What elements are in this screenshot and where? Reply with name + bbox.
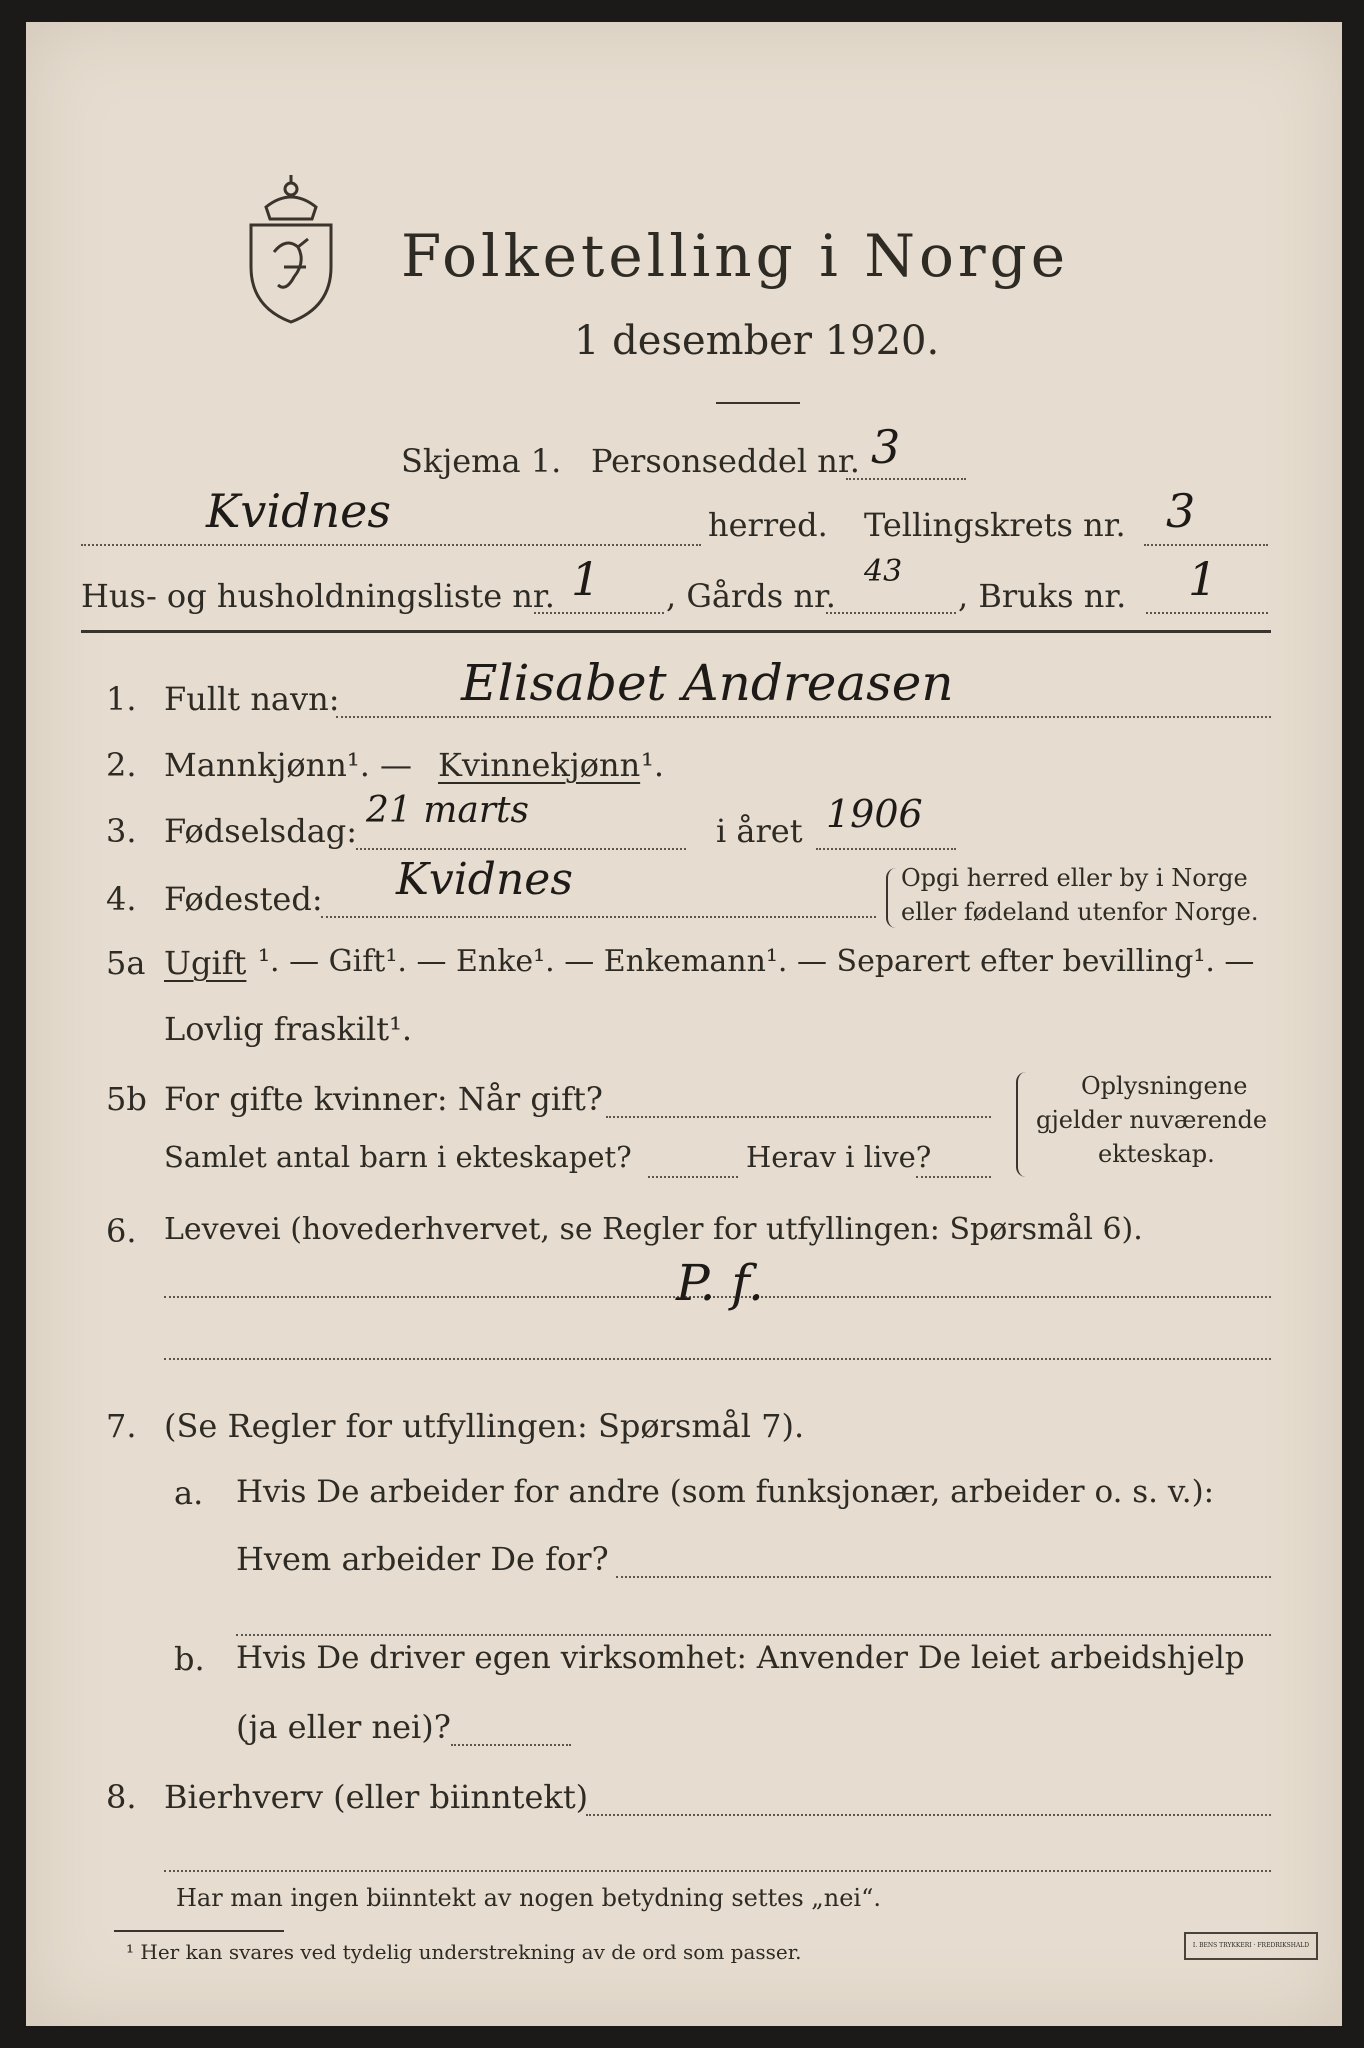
q6-value: P. f. xyxy=(676,1254,764,1312)
form-date: 1 desember 1920. xyxy=(574,318,940,364)
q3-value: 21 marts xyxy=(366,790,530,831)
q2-female-underlined: Kvinnekjønn xyxy=(438,746,641,784)
q5a-number: 5a xyxy=(106,944,146,982)
q7b-field-line xyxy=(451,1744,571,1746)
q5b-note-line3: ekteskap. xyxy=(1098,1140,1215,1168)
hus-field-line xyxy=(534,612,664,614)
q1-field-line xyxy=(336,716,1271,718)
header-rule xyxy=(81,630,1271,633)
q7b-line1: Hvis De driver egen virksomhet: Anvender De leiet arbeidshjelp xyxy=(236,1640,1245,1676)
q7b-letter: b. xyxy=(174,1640,205,1678)
bruks-field-line xyxy=(1146,612,1268,614)
herred-value: Kvidnes xyxy=(206,484,391,538)
q3-year-label: i året xyxy=(716,812,803,850)
gards-label: , Gårds nr. xyxy=(666,577,836,615)
q3-number: 3. xyxy=(106,812,137,850)
q4-label: Fødested: xyxy=(164,880,323,918)
q4-note-line2: eller fødeland utenfor Norge. xyxy=(901,898,1259,926)
personseddel-label: Personseddel nr. xyxy=(591,442,860,480)
q6-number: 6. xyxy=(106,1212,137,1250)
printer-stamp: I. BENS TRYKKERI · FREDRIKSHALD xyxy=(1184,1932,1318,1960)
footnote: ¹ Her kan svares ved tydelig understrekning av de ord som passer. xyxy=(126,1940,802,1964)
hus-label: Hus- og husholdningsliste nr. xyxy=(81,577,555,615)
q5b-married-field-line xyxy=(606,1116,991,1118)
tellingskrets-label: Tellingskrets nr. xyxy=(864,506,1126,544)
q5a-options: ¹. — Gift¹. — Enke¹. — Enkemann¹. — Separert efter bevilling¹. — xyxy=(258,944,1255,979)
q1-label: Fullt navn: xyxy=(164,680,340,718)
q5b-note-line1: Oplysningene xyxy=(1081,1072,1248,1100)
q7b-line2: (ja eller nei)? xyxy=(236,1708,451,1746)
tellingskrets-value: 3 xyxy=(1166,484,1196,538)
q1-number: 1. xyxy=(106,680,137,718)
personseddel-field-line xyxy=(846,478,966,480)
q3-field-line xyxy=(356,848,686,850)
title-divider xyxy=(716,402,800,404)
q4-value: Kvidnes xyxy=(396,854,573,905)
gards-value: 43 xyxy=(864,554,903,589)
q4-field-line xyxy=(321,916,876,918)
q8-number: 8. xyxy=(106,1778,137,1816)
q4-number: 4. xyxy=(106,880,137,918)
skjema-label: Skjema 1. xyxy=(401,442,562,480)
footnote-rule xyxy=(114,1930,284,1932)
q7a-field-line-1 xyxy=(616,1576,1271,1578)
q8-label: Bierhverv (eller biinntekt) xyxy=(164,1778,589,1816)
personseddel-value: 3 xyxy=(871,420,901,474)
q5b-note-brace xyxy=(1016,1072,1032,1177)
q8-field-line-2 xyxy=(164,1870,1271,1872)
form-title: Folketelling i Norge xyxy=(401,222,1070,290)
q7a-letter: a. xyxy=(174,1474,204,1512)
q7-label: (Se Regler for utfyllingen: Spørsmål 7). xyxy=(164,1407,805,1445)
q5b-children-field-line xyxy=(648,1176,738,1178)
q5b-line2a: Samlet antal barn i ekteskapet? xyxy=(164,1140,632,1174)
q5a-line2: Lovlig fraskilt¹. xyxy=(164,1010,413,1048)
q5a-ugift-underlined: Ugift xyxy=(164,944,247,982)
q7a-field-line-2 xyxy=(236,1634,1271,1636)
q5b-alive-field-line xyxy=(916,1176,991,1178)
q4-note-line1: Opgi herred eller by i Norge xyxy=(901,864,1248,892)
q5b-line2b: Herav i live? xyxy=(746,1140,932,1174)
q2-female-suffix: ¹. xyxy=(641,746,664,784)
q3-label: Fødselsdag: xyxy=(164,812,358,850)
q3-year-value: 1906 xyxy=(826,792,923,836)
q2-number: 2. xyxy=(106,746,137,784)
q7a-line2: Hvem arbeider De for? xyxy=(236,1540,609,1578)
q8-note: Har man ingen biinntekt av nogen betydning settes „nei“. xyxy=(176,1884,881,1912)
q8-field-line-1 xyxy=(586,1814,1271,1816)
q5b-number: 5b xyxy=(106,1080,147,1118)
q2-male: Mannkjønn¹. — xyxy=(164,746,413,784)
q1-value: Elisabet Andreasen xyxy=(461,654,954,712)
tellingskrets-field-line xyxy=(1144,544,1268,546)
q4-note-brace xyxy=(886,868,902,928)
hus-value: 1 xyxy=(571,552,601,606)
q3-year-field-line xyxy=(816,848,956,850)
bruks-value: 1 xyxy=(1188,552,1218,606)
q7-number: 7. xyxy=(106,1407,137,1445)
gards-field-line xyxy=(826,612,956,614)
q5b-note-line2: gjelder nuværende xyxy=(1036,1106,1268,1134)
q5b-line1: For gifte kvinner: Når gift? xyxy=(164,1080,603,1118)
herred-field-line xyxy=(81,544,701,546)
coat-of-arms-icon xyxy=(236,167,346,327)
bruks-label: , Bruks nr. xyxy=(958,577,1127,615)
q6-field-line-2 xyxy=(164,1358,1271,1360)
herred-label: herred. xyxy=(708,506,828,544)
q6-label: Levevei (hovederhvervet, se Regler for utfyllingen: Spørsmål 6). xyxy=(164,1212,1143,1247)
q7a-line1: Hvis De arbeider for andre (som funksjonær, arbeider o. s. v.): xyxy=(236,1474,1215,1510)
census-form-page xyxy=(26,22,1342,2026)
